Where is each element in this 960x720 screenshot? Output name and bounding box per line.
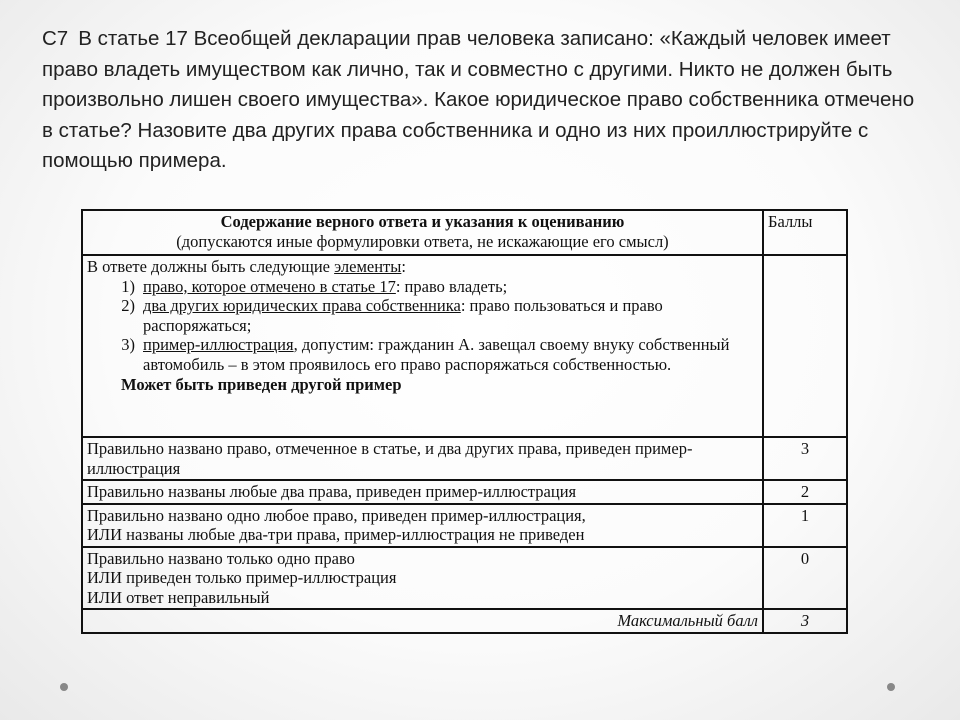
list-item-underlined: пример-иллюстрация: [143, 335, 294, 354]
max-row: [82, 609, 847, 633]
criterion-points: 1: [763, 504, 847, 547]
list-item: [87, 296, 758, 335]
list-item-number: 1): [121, 276, 135, 296]
list-item-underlined: два других юридических права собственника: [143, 296, 461, 315]
table-row: [82, 437, 847, 480]
criterion-points: 3: [763, 437, 847, 480]
question-body: В статье 17 Всеобщей декларации прав человека записано: «Каждый человек имеет право владеть имуществом как лично, так и совместно с другими. Никто не должен быть произвольно лишен своего имущества». Какое юридическое право собственника отмечено в статье? Назовите два других права собственника и одно из них проиллюстрируйте с помощью примера.: [42, 27, 915, 172]
header-content-cell: [82, 210, 763, 255]
criterion-text: Правильно названо только одно право ИЛИ приведен только пример-иллюстрация ИЛИ ответ неправильный: [82, 547, 763, 610]
list-item: [87, 277, 758, 297]
header-content-subtitle: (допускаются иные формулировки ответа, не искажающие его смысл): [176, 231, 669, 251]
elements-intro-underlined: элементы: [334, 257, 402, 276]
elements-intro-colon: :: [401, 257, 406, 276]
list-item-number: 3): [121, 335, 135, 354]
criterion-text: Правильно названы любые два права, приведен пример-иллюстрация: [82, 480, 763, 504]
list-item-underlined: право, которое отмечено в статье 17: [143, 276, 396, 296]
elements-intro-text: В ответе должны быть следующие: [87, 257, 335, 276]
list-item-text: : право владеть;: [395, 276, 508, 296]
list-item: [87, 335, 758, 374]
criterion-text: Правильно названо одно любое право, приведен пример-иллюстрация, ИЛИ названы любые два-три права, пример-иллюстрация не приведен: [82, 504, 763, 547]
elements-intro: [87, 257, 758, 277]
table-row: [82, 504, 847, 547]
criterion-points: 0: [763, 547, 847, 610]
table-row: [82, 547, 847, 610]
list-item-text: , допустим: гражданин А. завещал своему внуку собственный автомобиль – в этом проявилось его право распоряжаться собственностью.: [143, 335, 730, 374]
elements-cell: [82, 255, 763, 437]
elements-row: [82, 255, 847, 437]
corner-dot-left: [60, 683, 68, 691]
criterion-points: 2: [763, 480, 847, 504]
grading-table: [81, 209, 848, 634]
elements-list: [87, 277, 758, 375]
header-points-cell: Баллы: [763, 210, 847, 255]
header-content-title: Содержание верного ответа и указания к оцениванию: [220, 212, 625, 231]
list-item-number: 2): [121, 296, 135, 315]
corner-dot-right: [887, 683, 895, 691]
criterion-text: Правильно названо право, отмеченное в статье, и два других права, приведен пример-иллюстрация: [82, 437, 763, 480]
elements-points-cell: [763, 255, 847, 437]
list-item-text: : право пользоваться и право распоряжаться;: [143, 296, 663, 335]
header-row: [82, 210, 847, 255]
question-text: [42, 24, 922, 177]
table-row: [82, 480, 847, 504]
max-score-label: Максимальный балл: [82, 609, 763, 633]
question-number: С7: [42, 27, 69, 50]
max-score-value: 3: [763, 609, 847, 633]
elements-note: Может быть приведен другой пример: [121, 375, 402, 394]
